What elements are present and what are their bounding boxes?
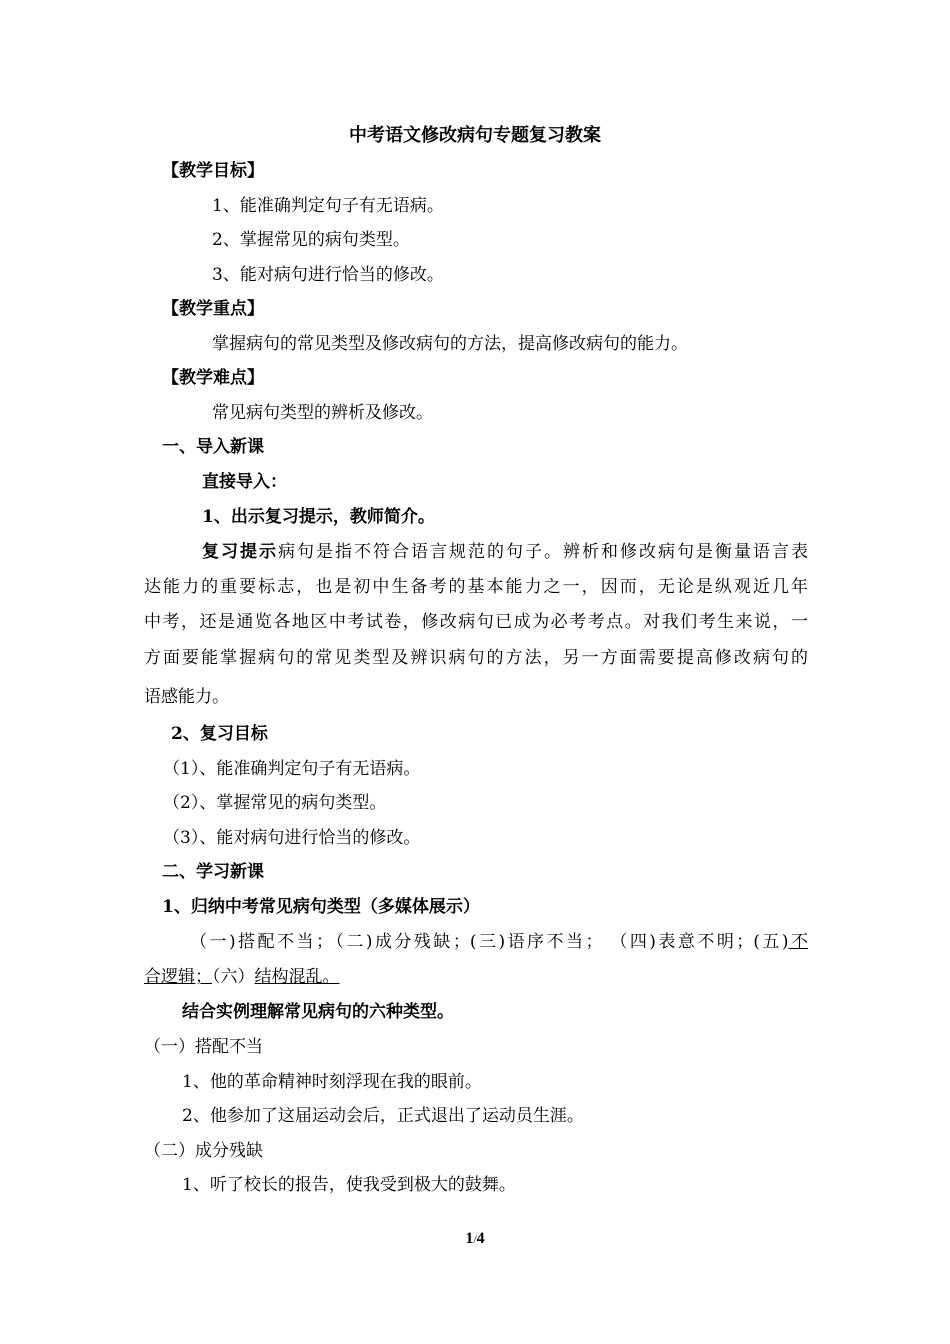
heading-new-lesson: 二、学习新课 xyxy=(162,862,264,882)
document-title: 中考语文修改病句专题复习教案 xyxy=(349,125,601,146)
tip-label: 复习提示 xyxy=(202,542,278,562)
goal-item-2: 2、掌握常见的病句类型。 xyxy=(212,230,410,250)
step-1: 1、出示复习提示，教师简介。 xyxy=(202,507,435,527)
sub-heading-types: 1、归纳中考常见病句类型（多媒体展示） xyxy=(162,897,480,917)
section-heading-key: 【教学重点】 xyxy=(162,299,264,319)
review-goal-3: （3）、能对病句进行恰当的修改。 xyxy=(163,828,421,848)
key-text: 掌握病句的常见类型及修改病句的方法，提高修改病句的能力。 xyxy=(212,334,688,354)
section-heading-difficulty: 【教学难点】 xyxy=(162,368,264,388)
section-heading-goals: 【教学目标】 xyxy=(162,161,264,181)
type-1-heading: （一）搭配不当 xyxy=(144,1037,263,1057)
type-2-heading: （二）成分残缺 xyxy=(144,1141,263,1161)
direct-intro: 直接导入： xyxy=(202,472,287,492)
tip-line-4: 方面要能掌握病句的常见类型及辨识病句的方法，另一方面需要提高修改病句的 xyxy=(144,648,808,668)
difficulty-text: 常见病句类型的辨析及修改。 xyxy=(212,403,433,423)
step-2: 2、复习目标 xyxy=(171,724,268,744)
type-1-example-2: 2、他参加了这届运动会后，正式退出了运动员生涯。 xyxy=(182,1106,584,1126)
combine-text: 结合实例理解常见病句的六种类型。 xyxy=(182,1002,454,1022)
tip-line-5: 语感能力。 xyxy=(144,687,229,707)
goal-item-3: 3、能对病句进行恰当的修改。 xyxy=(212,265,444,285)
type-1-example-1: 1、他的革命精神时刻浮现在我的眼前。 xyxy=(182,1072,482,1092)
tip-line-1: 复习提示病句是指不符合语言规范的句子。辨析和修改病句是衡量语言表 xyxy=(202,542,808,562)
heading-intro: 一、导入新课 xyxy=(162,437,264,457)
goal-item-1: 1、能准确判定句子有无语病。 xyxy=(212,196,444,216)
review-goal-1: （1）、能准确判定句子有无语病。 xyxy=(163,759,421,779)
tip-line-3: 中考，还是通览各地区中考试卷，修改病句已成为必考考点。对我们考生来说，一 xyxy=(144,612,808,632)
tip-line-2: 达能力的重要标志，也是初中生备考的基本能力之一，因而，无论是纵观近几年 xyxy=(144,577,808,597)
review-goal-2: （2）、掌握常见的病句类型。 xyxy=(163,793,387,813)
types-line-2: 合逻辑；（六）结构混乱。 xyxy=(144,967,340,987)
page-number: 1/4 xyxy=(465,1230,485,1247)
type-2-example-1: 1、听了校长的报告，使我受到极大的鼓舞。 xyxy=(182,1175,516,1195)
types-line-1: （一)搭配不当；（二)成分残缺；(三)语序不当； （四)表意不明；(五)不 xyxy=(190,932,808,952)
